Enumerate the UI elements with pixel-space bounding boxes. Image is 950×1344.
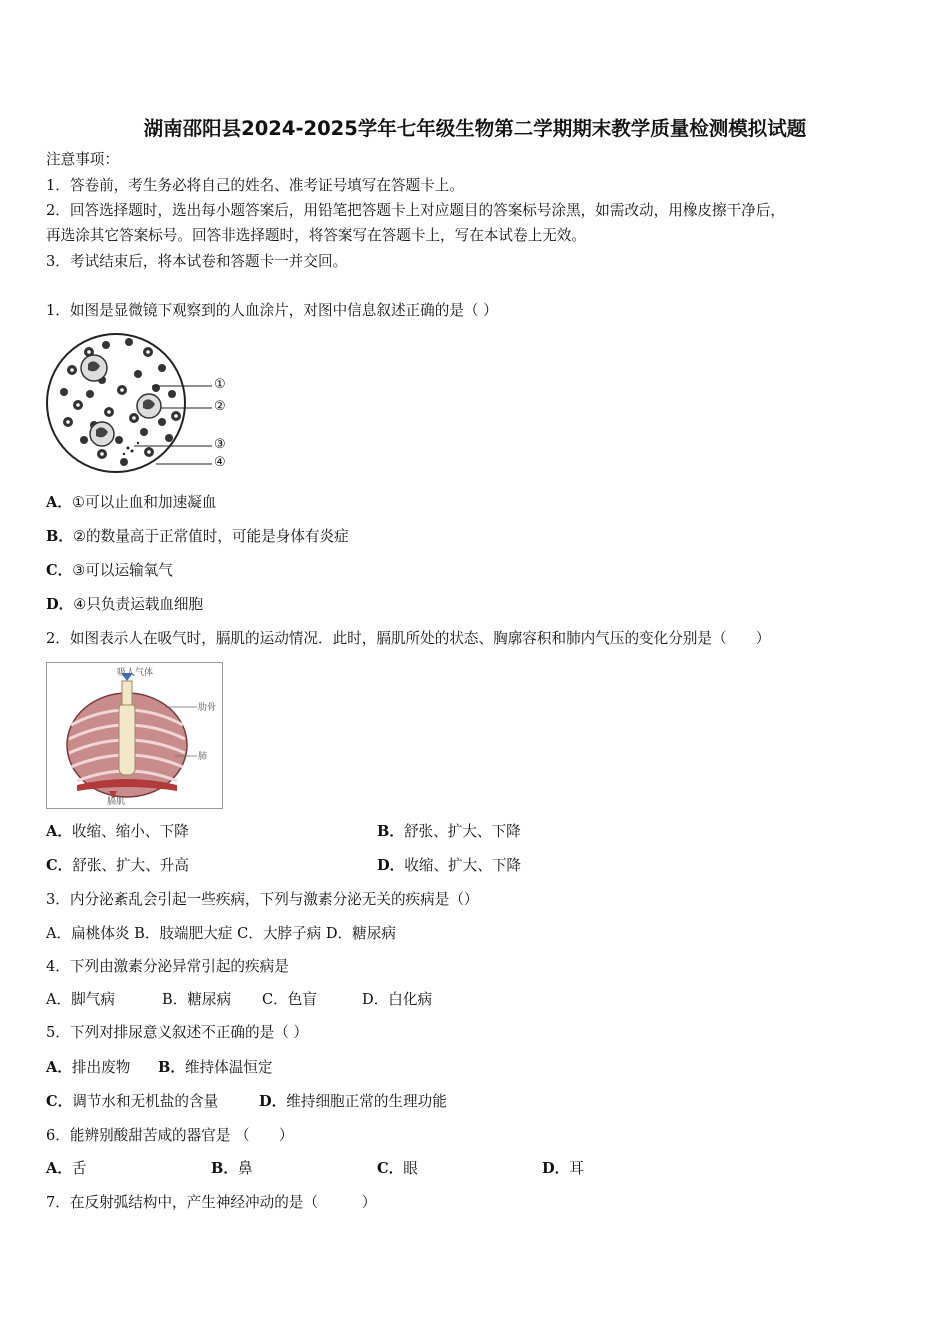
notice-item: 2．回答选择题时，选出每小题答案后，用铅笔把答题卡上对应题目的答案标号涂黑，如需改动，用橡皮擦干净后， xyxy=(46,202,785,219)
figure-label-diaphragm: 膈肌 xyxy=(107,797,126,807)
q4-option-b: B．糖尿病 xyxy=(162,991,232,1008)
question-6-stem: 6．能辨别酸甜苦咸的器官是 （ ） xyxy=(46,1127,294,1144)
diaphragm-figure xyxy=(46,662,223,809)
q6-option-c: C．眼 xyxy=(377,1160,418,1177)
page-title: 湖南邵阳县2024-2025学年七年级生物第二学期期末教学质量检测模拟试题 xyxy=(143,117,807,140)
question-4-stem: 4．下列由激素分泌异常引起的疾病是 xyxy=(46,958,289,975)
q4-option-c: C．色盲 xyxy=(262,991,317,1008)
q1-option-b: B．②的数量高于正常值时，可能是身体有炎症 xyxy=(46,528,349,545)
q2-option-c: C．舒张、扩大、升高 xyxy=(46,857,189,874)
q1-option-c: C．③可以运输氧气 xyxy=(46,562,173,579)
figure-label-1: ① xyxy=(214,377,226,392)
notice-item: 再选涂其它答案标号。回答非选择题时，将答案写在答题卡上，写在本试卷上无效。 xyxy=(46,227,586,244)
figure-label-inhaled-air: 吸人气体 xyxy=(117,668,154,678)
figure-label-lung: 肺 xyxy=(198,752,208,762)
q1-option-a: A．①可以止血和加速凝血 xyxy=(46,494,217,511)
q2-option-b: B．舒张、扩大、下降 xyxy=(377,823,521,840)
notice-item: 1．答卷前，考生务必将自己的姓名、准考证号填写在答题卡上。 xyxy=(46,177,464,194)
figure-label-3: ③ xyxy=(214,437,226,452)
q5-option-c: C．调节水和无机盐的含量 xyxy=(46,1093,219,1110)
q2-option-d: D．收缩、扩大、下降 xyxy=(377,857,522,874)
notice-item: 3．考试结束后，将本试卷和答题卡一并交回。 xyxy=(46,253,348,270)
q6-option-b: B．鼻 xyxy=(211,1160,253,1177)
question-2-stem: 2．如图表示人在吸气时，膈肌的运动情况．此时，膈肌所处的状态、胸廓容积和肺内气压的变化分别是（ ） xyxy=(46,630,771,647)
notice-heading: 注意事项： xyxy=(46,151,119,168)
question-1-stem: 1．如图是显微镜下观察到的人血涂片，对图中信息叙述正确的是（ ） xyxy=(46,302,498,319)
blood-smear-figure xyxy=(44,330,244,480)
q1-option-d: D．④只负责运载血细胞 xyxy=(46,596,204,613)
question-3-stem: 3．内分泌紊乱会引起一些疾病，下列与激素分泌无关的疾病是（） xyxy=(46,891,479,908)
q5-option-d: D．维持细胞正常的生理功能 xyxy=(259,1093,447,1110)
q5-option-b: B．维持体温恒定 xyxy=(158,1059,273,1076)
figure-label-rib: 肋骨 xyxy=(198,703,217,713)
question-5-stem: 5．下列对排尿意义叙述不正确的是（ ） xyxy=(46,1024,309,1041)
q4-option-a: A．脚气病 xyxy=(46,991,115,1008)
q2-option-a: A．收缩、缩小、下降 xyxy=(46,823,189,840)
q6-option-d: D．耳 xyxy=(542,1160,584,1177)
figure-label-4: ④ xyxy=(214,455,226,470)
q6-option-a: A．舌 xyxy=(46,1160,87,1177)
question-7-stem: 7．在反射弧结构中，产生神经冲动的是（ ） xyxy=(46,1194,377,1211)
figure-label-2: ② xyxy=(214,399,226,414)
q4-option-d: D．白化病 xyxy=(362,991,433,1008)
q3-options: A．扁桃体炎 B．肢端肥大症 C．大脖子病 D．糖尿病 xyxy=(46,925,396,942)
q5-option-a: A．排出废物 xyxy=(46,1059,131,1076)
